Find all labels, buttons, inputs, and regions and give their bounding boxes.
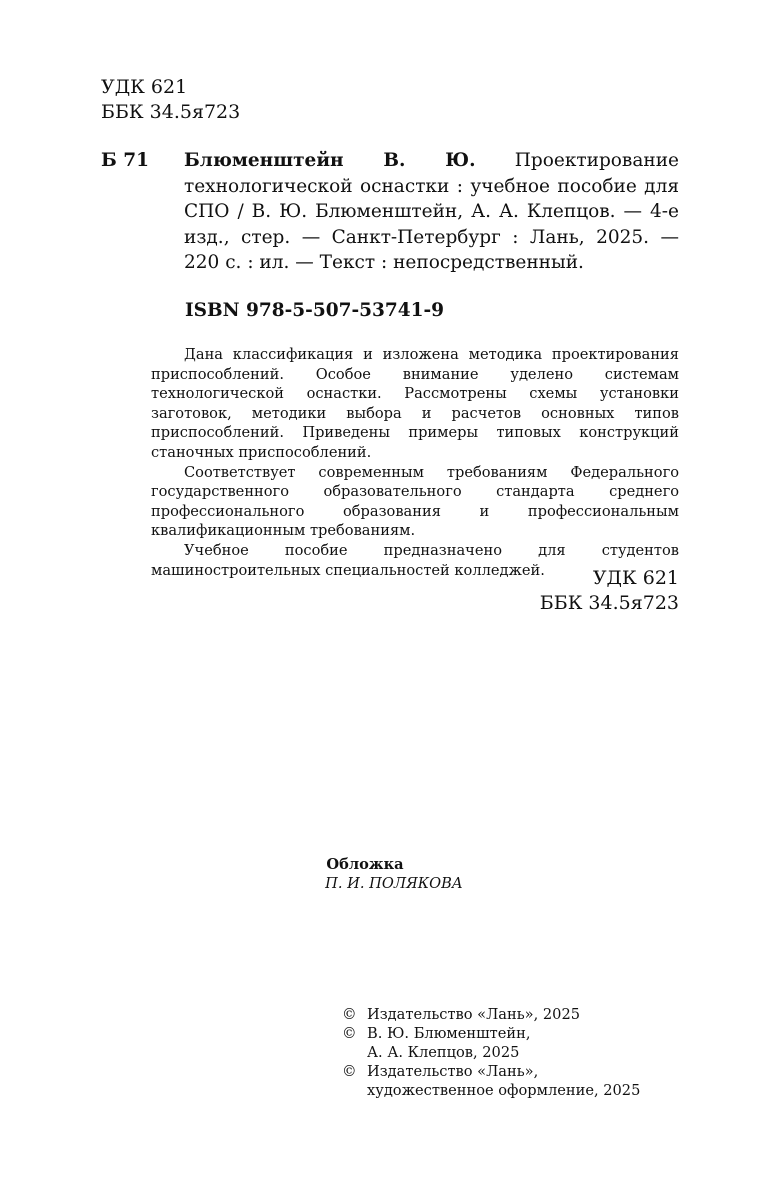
abstract-paragraph: Учебное пособие предназначено для студентов машиностроительных специальностей колледжей. xyxy=(151,541,679,579)
copyright-symbol: © xyxy=(342,1006,357,1023)
classification-bottom xyxy=(540,566,679,616)
copyright-line: Издательство «Лань», xyxy=(367,1063,539,1080)
cover-credit xyxy=(0,855,768,893)
copyright-line: В. Ю. Блюменштейн, xyxy=(367,1025,531,1042)
copyright-block xyxy=(342,1005,640,1100)
abstract-paragraph: Дана классификация и изложена методика проектирования приспособлений. Особое внимание уделено системам технологической оснастки. Рассмотрены схемы установки заготовок, методики выбора и расчетов основных типов приспособлений. Приведены примеры типовых конструкций станочных приспособлений. xyxy=(151,346,679,461)
udk-code: УДК 621 xyxy=(592,567,679,589)
cover-designer: П. И. ПОЛЯКОВА xyxy=(325,875,463,892)
bbk-code: ББК 34.5я723 xyxy=(101,101,241,123)
copyright-line: художественное оформление, 2025 xyxy=(367,1082,641,1099)
bbk-code: ББК 34.5я723 xyxy=(539,592,679,614)
copyright-line: А. А. Клепцов, 2025 xyxy=(367,1044,520,1061)
copyright-line: Издательство «Лань», 2025 xyxy=(367,1006,581,1023)
udk-code: УДК 621 xyxy=(101,76,188,98)
copyright-item xyxy=(342,1024,640,1062)
cover-label: Обложка xyxy=(326,856,404,873)
bibliographic-description xyxy=(184,148,679,276)
copyright-item xyxy=(342,1005,640,1024)
author-name: Блюменштейн В. Ю. xyxy=(184,150,476,171)
abstract-paragraph: Соответствует современным требованиям Федерального государственного образовательного стандарта среднего профессионального образования и профессиональным квалификационным требованиям. xyxy=(151,463,679,540)
bibliographic-entry xyxy=(101,148,679,276)
author-sign: Б 71 xyxy=(101,150,149,171)
copyright-item xyxy=(342,1062,640,1100)
copyright-symbol: © xyxy=(342,1025,357,1042)
isbn: ISBN 978-5-507-53741-9 xyxy=(185,300,445,321)
copyright-symbol: © xyxy=(342,1063,357,1080)
classification-top xyxy=(101,75,240,125)
abstract xyxy=(151,345,679,580)
book-description: Проектирование технологической оснастки : учебное пособие для СПО / В. Ю. Блюменштейн, А. А. Клепцов. — 4-е изд., стер. — Санкт-Петербург : Лань, 2025. — 220 с. : ил. — Текст : непосредственный. xyxy=(184,150,679,273)
